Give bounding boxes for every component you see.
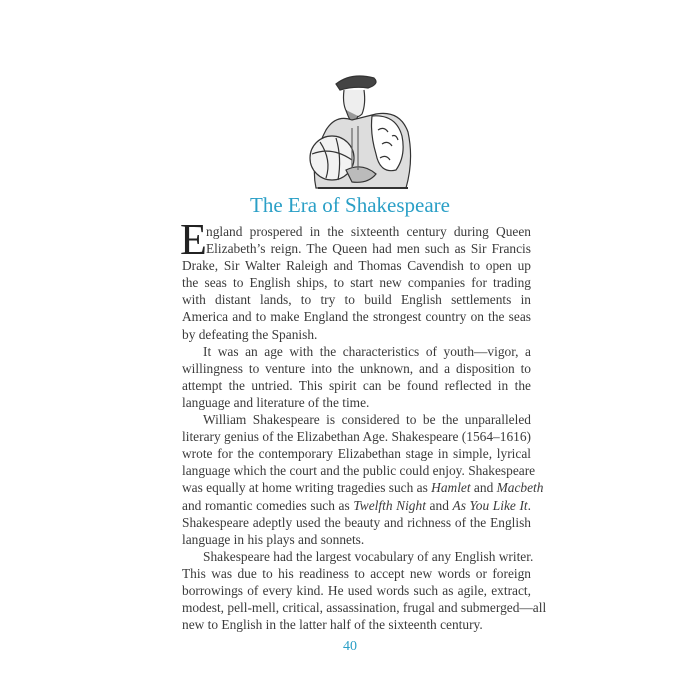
text-segment: language in his plays and sonnets. — [182, 531, 365, 547]
text-segment: Shakespeare had the largest vocabulary of any English writer. — [203, 548, 534, 564]
text-segment: ngland prospered in the sixteenth century during Queen — [206, 224, 531, 239]
text-line — [182, 565, 531, 582]
italic-title: Macbeth — [496, 480, 544, 496]
text-segment: by defeating the Spanish. — [182, 326, 318, 342]
text-line — [182, 428, 531, 445]
text-segment: . — [527, 497, 531, 513]
text-line — [182, 445, 531, 462]
text-segment: This was due to his readiness to accept new words or foreign — [182, 565, 531, 581]
text-segment: was equally at home writing tragedies such as — [182, 480, 432, 496]
italic-title: Hamlet — [431, 480, 471, 496]
text-segment: language and literature of the time. — [182, 394, 370, 410]
drop-cap: E — [180, 215, 207, 264]
text-segment: with distant lands, to try to build English settlements in — [182, 292, 531, 308]
shakespeare-illustration — [296, 70, 420, 192]
text-line — [182, 497, 531, 514]
text-segment: borrowings of every kind. He used words such as agile, extract, — [182, 582, 531, 598]
text-line — [182, 548, 534, 565]
text-segment: attempt the untried. This spirit can be found reflected in the — [182, 377, 531, 393]
text-line — [182, 308, 531, 325]
text-line — [182, 291, 531, 308]
text-segment: and romantic comedies such as — [182, 497, 354, 513]
text-line — [182, 257, 531, 274]
text-line — [182, 343, 531, 360]
page-title: The Era of Shakespeare — [250, 193, 450, 217]
paragraph — [182, 548, 547, 633]
text-line — [182, 531, 531, 548]
text-segment: Drake, Sir Walter Raleigh and Thomas Cavendish to open up — [182, 258, 531, 274]
text-line — [182, 616, 531, 633]
text-segment: Shakespeare adeptly used the beauty and richness of the English — [182, 514, 531, 530]
text-segment: and — [470, 480, 497, 496]
text-segment: the seas to English ships, to start new companies for trading — [182, 275, 531, 291]
text-line — [182, 411, 531, 428]
text-segment: It was an age with the characteristics of youth—vigor, a — [203, 343, 531, 359]
text-line — [182, 582, 531, 599]
text-segment: literary genius of the Elizabethan Age. Shakespeare (1564–1616) — [182, 429, 531, 445]
body-text — [180, 215, 547, 633]
text-segment: William Shakespeare is considered to be the unparalleled — [203, 412, 531, 428]
text-segment: wrote for the contemporary Elizabethan stage in simple, lyrical — [182, 446, 531, 462]
text-line — [182, 360, 531, 377]
text-line — [182, 240, 531, 257]
text-line — [182, 377, 531, 394]
paragraph — [182, 343, 531, 411]
paragraph — [182, 411, 544, 548]
text-segment: modest, pell-mell, critical, assassination, frugal and submerged—all — [182, 600, 547, 616]
text-segment: Elizabeth’s reign. The Queen had men such as Sir Francis — [206, 241, 531, 257]
text-segment: new to English in the latter half of the sixteenth century. — [182, 617, 483, 633]
text-line — [182, 514, 531, 531]
text-segment: language which the court and the public could enjoy. Shakespeare — [182, 463, 536, 479]
text-line — [182, 479, 544, 496]
text-segment: and — [425, 497, 453, 513]
italic-title: As You Like It — [452, 497, 528, 513]
italic-title: Twelfth Night — [353, 497, 426, 513]
text-line — [182, 223, 531, 240]
text-line — [182, 394, 531, 411]
text-line — [182, 599, 547, 616]
text-segment: America and to make England the strongest country on the seas — [182, 309, 531, 325]
text-line — [182, 274, 531, 291]
text-line — [182, 326, 531, 343]
text-line — [182, 462, 536, 479]
paragraph — [182, 223, 531, 343]
text-segment: willingness to venture into the unknown, and a disposition to — [182, 360, 531, 376]
page-number: 40 — [343, 639, 357, 654]
